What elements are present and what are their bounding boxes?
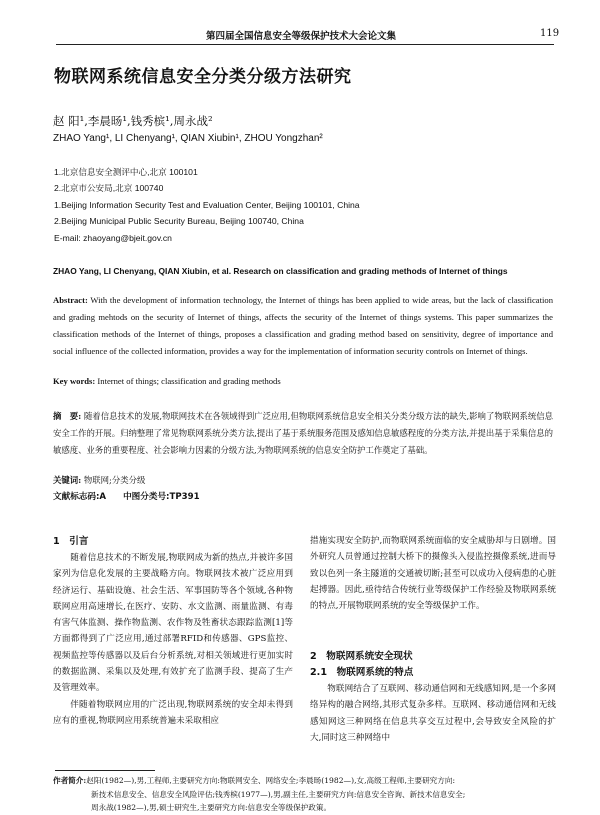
affiliation-2-cn: 2.北京市公安局,北京 100740 — [54, 183, 164, 193]
footnote-rule — [55, 770, 155, 771]
chinese-keywords — [53, 474, 145, 486]
keywords-text: Internet of things; classification and grading methods — [97, 376, 281, 386]
cn-keywords-label: 关键词: — [53, 475, 82, 485]
footnote-line-3: 周永战(1982—),男,硕士研究生,主要研究方向:信息安全等级保护政策。 — [91, 803, 332, 812]
footnote-line-2: 新技术信息安全、信息安全风险评估;钱秀槟(1977—),男,副主任,主要研究方向:信息安全咨询、新技术信息安全; — [91, 789, 466, 799]
keywords-label: Key words: — [53, 376, 96, 386]
section-2-1-body — [310, 681, 556, 746]
english-keywords — [53, 376, 553, 386]
author-email: E-mail: zhaoyang@bjeit.gov.cn — [54, 233, 172, 243]
cn-abstract-label: 摘 要: — [53, 411, 82, 421]
paper-title: 物联网系统信息安全分类分级方法研究 — [54, 67, 352, 87]
section-2-1-paragraph: 物联网结合了互联网、移动通信网和无线感知网,是一个多网络异构的融合网络,其形式复杂多样。互联网、移动通信网和无线感知网这三种网络在信息共享交互过程中,会导致安全风险的扩大,同时这三种网络中 — [310, 684, 556, 743]
section-1-heading: 1 引言 — [53, 536, 89, 547]
page-number: 119 — [540, 28, 560, 39]
section-2-1-heading: 2.1 物联网系统的特点 — [310, 667, 414, 678]
intro-paragraph-1: 随着信息技术的不断发展,物联网成为新的热点,并被许多国家列为信息化发展的主要战略方向。物联网技术被广泛应用到经济运行、基础设施、社会生活、军事国防等各个领域,各种物联网应用高速增长,在医疗、安防、水文监测、雨量监测、有毒有害气体监测、操作物监测、农作物及牲畜状态跟踪监测[1]等方面都得到了广泛应用,通过部署RFID和传感器、GPS监控、视频监控等传感器以及后台分析系统,对相关领域进行更加实时的数据监测、采集以及处理,有效扩充了监测手段、提高了生产及管理效率。 — [53, 553, 293, 694]
chinese-abstract — [53, 408, 553, 459]
right-column-body — [310, 533, 556, 614]
author-bio-footnote — [53, 774, 558, 815]
footnote-label: 作者简介: — [53, 776, 87, 785]
conference-name: 第四届全国信息安全等级保护技术大会论文集 — [206, 31, 397, 42]
cn-keywords-text: 物联网;分类分级 — [83, 475, 146, 485]
class-number: 中图分类号:TP391 — [123, 492, 200, 502]
abstract-text: With the development of information technology, the Internet of things has been applied to wide areas, but the lack of classification and grading mehtods on the security of Internet of things, affects the security of the Internet of things systems. This paper summarizes the classification methods of the Internet of things, proposes a classification and grading method based on sensitivity, degree of importance and social influence of the collected information, provides a way for the implementation of information security controls on Internet of things. — [53, 295, 553, 356]
continuation-paragraph: 措施实现安全防护,而物联网系统面临的安全威胁却与日剧增。国外研究人员曾通过控制大桥下的摄像头入侵监控摄像系统,进而导致以色列一条主隧道的交通被切断;甚至可以成功入侵病患的心脏起搏器。因此,亟待结合传统行业等级保护工作经验及物联网系统的特点,开展物联网系统的安全等级保护工作。 — [310, 536, 556, 612]
affiliation-2-en: 2.Beijing Municipal Public Security Bureau, Beijing 100740, China — [54, 216, 304, 226]
authors-chinese: 赵 阳¹,李晨旸¹,钱秀槟¹,周永战² — [53, 114, 213, 128]
authors-english: ZHAO Yang¹, LI Chenyang¹, QIAN Xiubin¹, ZHOU Yongzhan² — [53, 133, 323, 144]
english-abstract — [53, 292, 553, 360]
left-column-body — [53, 550, 293, 729]
running-header — [56, 0, 560, 48]
footnote-line-1: 作者简介:赵阳(1982—),男,工程师,主要研究方向:物联网安全、网络安全;李晨旸(1982—),女,高级工程师,主要研究方向: — [53, 776, 455, 785]
intro-paragraph-2: 伴随着物联网应用的广泛出现,物联网系统的安全却未得到应有的重视,物联网应用系统普遍未采取相应 — [53, 699, 293, 726]
classification-line — [53, 490, 200, 502]
document-code: 文献标志码:A — [53, 492, 107, 502]
cn-abstract-text: 随着信息技术的发展,物联网技术在各领域得到广泛应用,但物联网系统信息安全相关分类分级方法的缺失,影响了物联网系统信息安全工作的开展。归纳整理了常见物联网系统分类方法,提出了基于系统服务范围及感知信息敏感程度的分类方法,并提出基于采集信息的敏感度、业务的重要程度、社会影响力因素的分级方法,为物联网系统的信息安全防护工作奠定了基础。 — [53, 411, 553, 455]
affiliation-1-en: 1.Beijing Information Security Test and Evaluation Center, Beijing 100101, China — [54, 200, 360, 210]
section-2-heading: 2 物联网系统安全现状 — [310, 651, 413, 662]
affiliation-1-cn: 1.北京信息安全测评中心,北京 100101 — [54, 167, 198, 177]
english-citation-title: ZHAO Yang, LI Chenyang, QIAN Xiubin, et al. Research on classification and grading methods of Internet of things — [53, 266, 508, 276]
header-rule — [56, 44, 554, 45]
abstract-label: Abstract: — [53, 295, 88, 305]
